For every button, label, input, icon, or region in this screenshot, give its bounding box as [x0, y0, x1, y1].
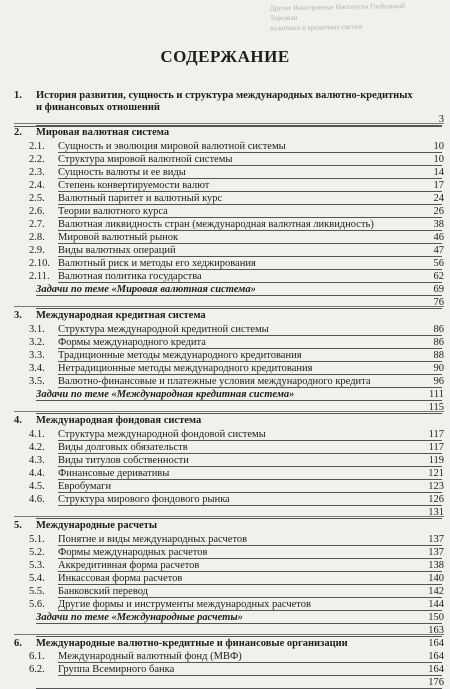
- toc-entry-number: 4.: [14, 415, 22, 426]
- section-separator: [14, 516, 444, 517]
- toc-entry-number: 2.11.: [29, 271, 50, 282]
- toc-entry-label: Формы международных расчетов: [58, 547, 208, 558]
- bleed-line-2: валютных и кредитных систем: [270, 22, 363, 33]
- toc-entry-label: Международные валютно-кредитные и финансовые организации: [36, 638, 348, 649]
- toc-entry-label: Инкассовая форма расчетов: [58, 573, 183, 584]
- toc-entry-page: 142: [428, 586, 444, 597]
- toc-entry-page: 150: [428, 612, 444, 623]
- toc-entry-number: 2.: [14, 127, 22, 138]
- section-separator: [14, 634, 444, 635]
- toc-entry-page: 86: [433, 324, 444, 335]
- toc-entry-label: Другие формы и инструменты международных расчетов: [58, 599, 311, 610]
- toc-entry-page: 164: [428, 651, 444, 662]
- toc-entry-number: 3.4.: [29, 363, 45, 374]
- toc-entry-number: 2.5.: [29, 193, 45, 204]
- leader-rule: [36, 400, 442, 401]
- toc-entry-label: Задачи по теме «Мировая валютная система»: [36, 284, 256, 295]
- toc-entry-label: Валютный паритет и валютный курс: [58, 193, 223, 204]
- toc-entry-number: 2.6.: [29, 206, 45, 217]
- bleed-through-text: [270, 1, 421, 34]
- toc-entry-number: 2.7.: [29, 219, 45, 230]
- toc-entry-page: 96: [433, 376, 444, 387]
- toc-entry-number: 2.4.: [29, 180, 45, 191]
- toc-entry-page: 121: [428, 468, 444, 479]
- toc-entry-label: Мировая валютная система: [36, 127, 170, 138]
- toc-entry-number: 5.: [14, 520, 22, 531]
- toc-entry-number: 6.2.: [29, 664, 45, 675]
- toc-entry-page: 62: [433, 271, 444, 282]
- toc-entry-label: Валютный риск и методы его хеджирования: [58, 258, 256, 269]
- toc-entry-number: 5.3.: [29, 560, 45, 571]
- toc-entry-page: 10: [433, 154, 444, 165]
- toc-entry-page: 138: [428, 560, 444, 571]
- toc-entry-label: Нетрадиционные методы международного кредитования: [58, 363, 313, 374]
- section-separator: [14, 306, 444, 307]
- toc-entry-label: Сущность валюты и ее виды: [58, 167, 186, 178]
- toc-entry-label: Задачи по теме «Международные расчеты»: [36, 612, 243, 623]
- toc-entry-number: 2.3.: [29, 167, 45, 178]
- toc-entry-label: Традиционные методы международного кредитования: [58, 350, 302, 361]
- toc-entry-number: 2.1.: [29, 141, 45, 152]
- toc-entry-page: 46: [433, 232, 444, 243]
- toc-entry-label: Сущность и эволюция мировой валютной системы: [58, 141, 286, 152]
- toc-entry-page: 117: [428, 429, 444, 440]
- toc-entry-number: 3.1.: [29, 324, 45, 335]
- toc-entry-label: Виды титулов собственности: [58, 455, 189, 466]
- toc-entry-page: 117: [428, 442, 444, 453]
- toc-entry-label: Международный валютный фонд (МВФ): [58, 651, 242, 662]
- toc-entry-page: 3: [438, 114, 444, 125]
- toc-entry-page: 88: [433, 350, 444, 361]
- toc-entry-number: 5.6.: [29, 599, 45, 610]
- toc-entry-label: Международная кредитная система: [36, 310, 206, 321]
- toc-entry-label: Международная фондовая система: [36, 415, 202, 426]
- toc-entry-number: 4.6.: [29, 494, 45, 505]
- toc-entry-page: 164: [428, 638, 444, 649]
- toc-entry-label: Валютная ликвидность стран (международная валютная ликвидность): [58, 219, 374, 230]
- toc-entry-page: 119: [428, 455, 444, 466]
- toc-entry-label: Степень конвертируемости валют: [58, 180, 210, 191]
- toc-entry-page: 76: [433, 297, 444, 308]
- toc-entry-number: 5.4.: [29, 573, 45, 584]
- leader-rule: [36, 295, 442, 296]
- toc-entry-number: 2.9.: [29, 245, 45, 256]
- toc-entry-page: 38: [433, 219, 444, 230]
- leader-rule: [58, 479, 442, 480]
- toc-entry-page: 163: [428, 625, 444, 636]
- leader-rule: [58, 505, 442, 506]
- toc-entry-label: Теории валютного курса: [58, 206, 168, 217]
- toc-entry-number: 3.: [14, 310, 22, 321]
- toc-entry-page: 144: [428, 599, 444, 610]
- toc-entry-number: 3.5.: [29, 376, 45, 387]
- toc-entry-page: 14: [433, 167, 444, 178]
- toc-entry-label: Банковский перевод: [58, 586, 149, 597]
- toc-entry-number: 1.: [14, 90, 22, 101]
- toc-entry-label: Мировой валютный рынок: [58, 232, 179, 243]
- toc-entry-page: 131: [428, 507, 444, 518]
- toc-entry-number: 3.3.: [29, 350, 45, 361]
- toc-entry-page: 126: [428, 494, 444, 505]
- toc-entry-page: 137: [428, 534, 444, 545]
- toc-entry-page: 47: [433, 245, 444, 256]
- toc-entry-number: 4.5.: [29, 481, 45, 492]
- toc-entry-label: Структура мировой валютной системы: [58, 154, 233, 165]
- toc-entry-label: Понятие и виды международных расчетов: [58, 534, 248, 545]
- toc-entry-label: Формы международного кредита: [58, 337, 206, 348]
- toc-entry-number: 6.1.: [29, 651, 45, 662]
- toc-entry-page: 176: [428, 677, 444, 688]
- toc-entry-page: 86: [433, 337, 444, 348]
- toc-entry-number: 4.3.: [29, 455, 45, 466]
- toc-entry-label: Структура международной кредитной системы: [58, 324, 269, 335]
- bleed-line-1: Другие Иностранные Институты Глобальной Торговли: [269, 1, 406, 23]
- toc-entry-page: 164: [428, 664, 444, 675]
- toc-entry-page: 10: [433, 141, 444, 152]
- toc-entry-label: Финансовые деривативы: [58, 468, 170, 479]
- toc-entry-label: Международные расчеты: [36, 520, 158, 531]
- toc-entry-label: Виды валютных операций: [58, 245, 176, 256]
- toc-entry-page: 56: [433, 258, 444, 269]
- toc-entry-page: 123: [428, 481, 444, 492]
- toc-entry-page: 115: [428, 402, 444, 413]
- toc-entry-number: 5.5.: [29, 586, 45, 597]
- toc-entry-number: 3.2.: [29, 337, 45, 348]
- toc-entry-page: 17: [433, 180, 444, 191]
- toc-entry-number: 6.: [14, 638, 22, 649]
- toc-entry-number: 5.2.: [29, 547, 45, 558]
- toc-entry-number: 2.8.: [29, 232, 45, 243]
- toc-entry-page: 69: [433, 284, 444, 295]
- toc-entry-label: История развития, сущность и структура международных валютно-кредитных: [36, 90, 413, 101]
- toc-entry-number: 4.2.: [29, 442, 45, 453]
- toc-entry-page: 140: [428, 573, 444, 584]
- toc-entry-label: Валютная политика государства: [58, 271, 202, 282]
- toc-entry-label: и финансовых отношений: [36, 102, 160, 113]
- toc-entry-label: Группа Всемирного банка: [58, 664, 175, 675]
- toc-entry-page: 90: [433, 363, 444, 374]
- toc-entry-number: 4.4.: [29, 468, 45, 479]
- toc-entry-number: 4.1.: [29, 429, 45, 440]
- toc-entry-page: 137: [428, 547, 444, 558]
- leader-rule: [58, 675, 442, 676]
- toc-entry-label: Аккредитивная форма расчетов: [58, 560, 200, 571]
- toc-entry-label: Евробумаги: [58, 481, 112, 492]
- toc-entry-label: Виды долговых обязательств: [58, 442, 188, 453]
- toc-entry-page: 26: [433, 206, 444, 217]
- toc-entry-number: 2.2.: [29, 154, 45, 165]
- toc-entry-number: 2.10.: [29, 258, 50, 269]
- toc-entry-label: Задачи по теме «Международная кредитная система»: [36, 389, 295, 400]
- page-title: СОДЕРЖАНИЕ: [160, 47, 290, 66]
- toc-entry-label: Структура мирового фондового рынка: [58, 494, 230, 505]
- section-separator: [14, 123, 444, 124]
- toc-entry-label: Валютно-финансовые и платежные условия международного кредита: [58, 376, 371, 387]
- section-separator: [14, 411, 444, 412]
- toc-entry-page: 111: [429, 389, 444, 400]
- toc-entry-number: 5.1.: [29, 534, 45, 545]
- leader-rule: [36, 623, 442, 624]
- toc-entry-page: 24: [433, 193, 444, 204]
- toc-entry-label: Структура международной фондовой системы: [58, 429, 266, 440]
